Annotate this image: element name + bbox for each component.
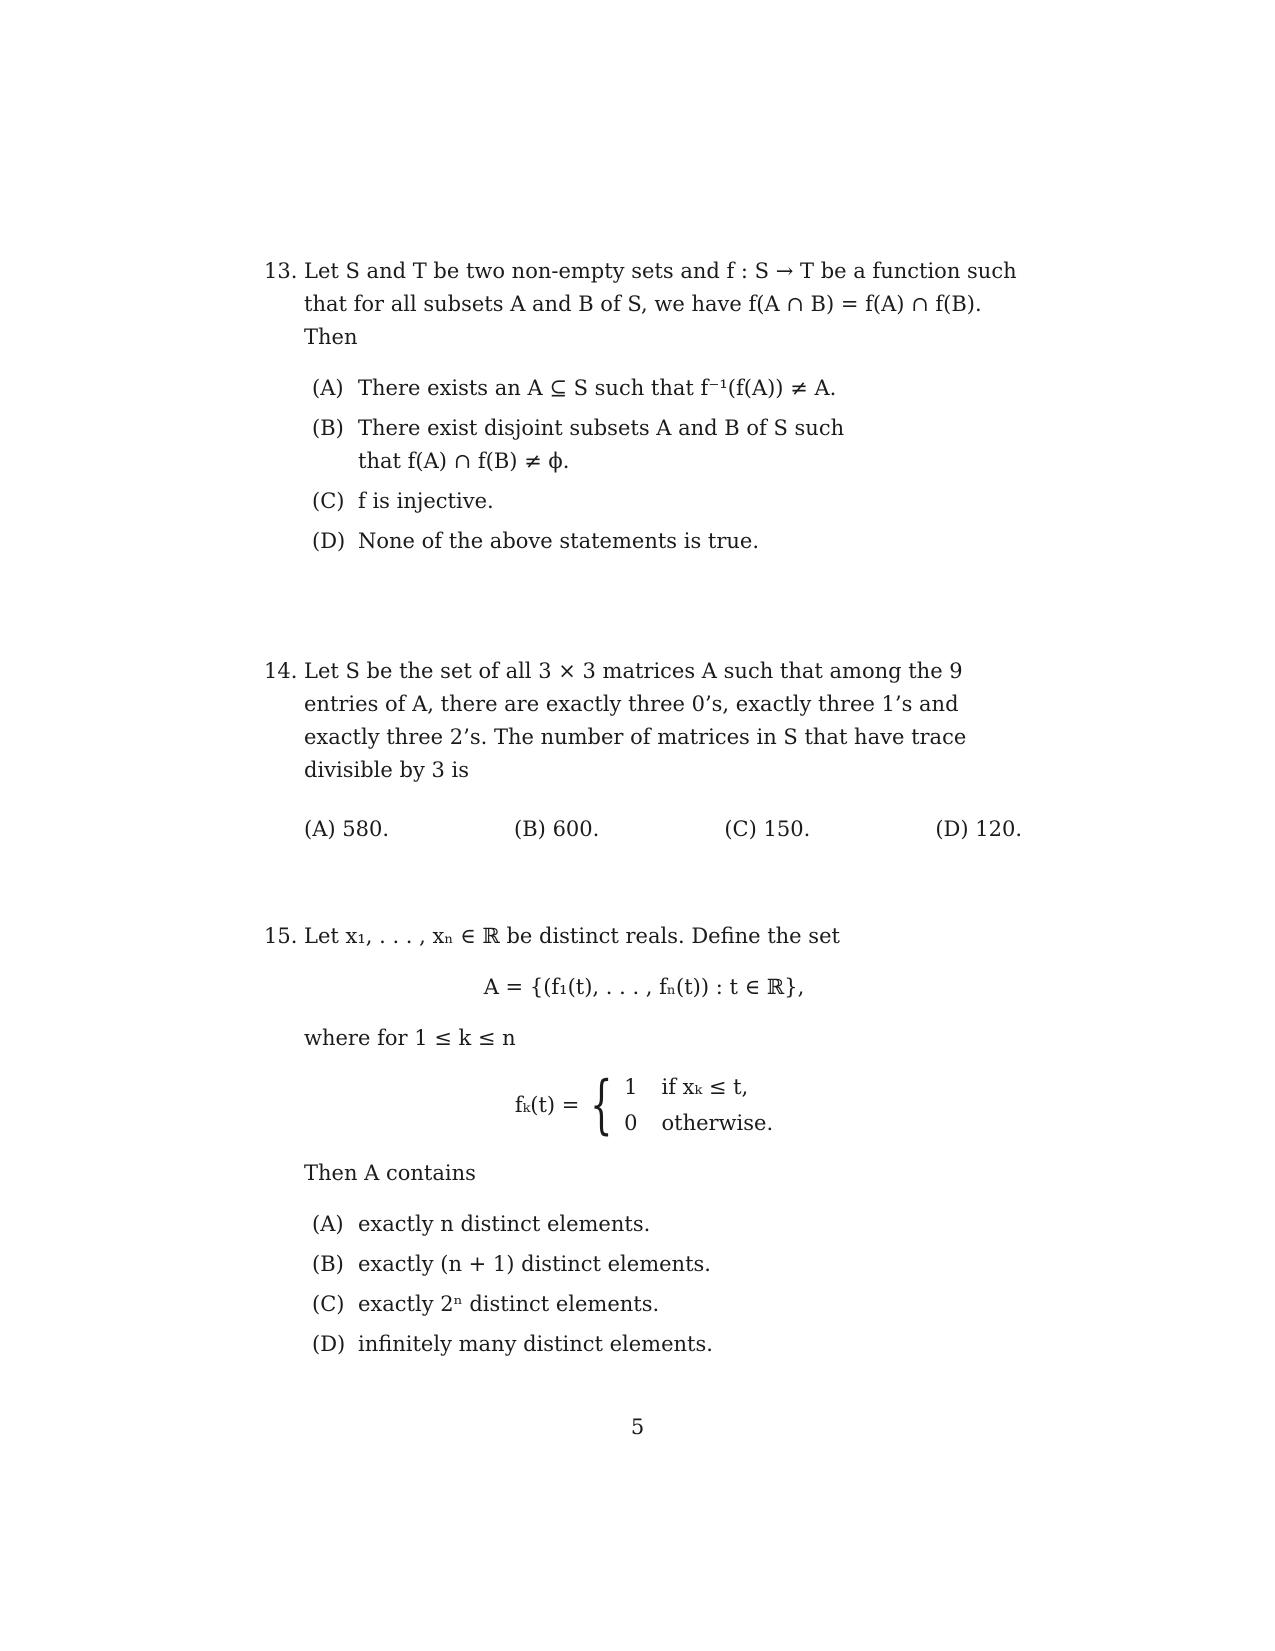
option-label: (D) (312, 529, 346, 553)
option-label: (D) (935, 817, 969, 841)
option-label: (A) (312, 376, 344, 400)
set-definition: A = {(f₁(t), . . . , fₙ(t)) : t ∈ ℝ}, (483, 975, 805, 999)
option-label: (B) (312, 416, 344, 440)
where-clause: where for 1 ≤ k ≤ n (304, 1026, 516, 1050)
case-row (624, 1069, 773, 1105)
left-brace-icon: { (590, 1068, 613, 1142)
option-label: (A) (304, 817, 336, 841)
option-a[interactable] (312, 1208, 1024, 1241)
option-label: (A) (312, 1212, 344, 1236)
question-number: 15. (264, 924, 298, 948)
option-c[interactable] (312, 485, 1024, 518)
case-value: 1 (624, 1075, 638, 1099)
option-label: (C) (312, 489, 345, 513)
option-d[interactable] (312, 1328, 1024, 1361)
question-13 (264, 255, 1024, 565)
then-clause: Then A contains (304, 1161, 476, 1185)
option-b[interactable] (514, 813, 599, 846)
question-15 (264, 920, 1024, 1368)
case-value: 0 (624, 1111, 638, 1135)
option-text: exactly (n + 1) distinct elements. (358, 1252, 711, 1276)
option-label: (D) (312, 1332, 346, 1356)
option-text: 150. (763, 817, 811, 841)
cases-block (624, 1069, 773, 1141)
page-number: 5 (630, 1415, 645, 1439)
option-a[interactable] (312, 372, 1024, 405)
option-c[interactable] (724, 813, 810, 846)
options-list (312, 372, 1024, 558)
options-row (304, 813, 1022, 846)
option-a[interactable] (304, 813, 389, 846)
question-stem: Let S and T be two non-empty sets and f : S → T be a function such that for all subsets A and B of S, we have f(A ∩ B) = f(A) ∩ f(B). Then (304, 259, 1017, 349)
question-stem: Let S be the set of all 3 × 3 matrices A such that among the 9 entries of A, there are exactly three 0’s, exactly three 1’s and exactly three 2’s. The number of matrices in S that have trace divisible by 3 is (304, 659, 967, 782)
option-text: exactly 2ⁿ distinct elements. (358, 1292, 660, 1316)
case-condition: otherwise. (661, 1111, 774, 1135)
option-text: There exists an A ⊆ S such that f⁻¹(f(A)) ≠ A. (358, 376, 837, 400)
option-text: exactly n distinct elements. (358, 1212, 651, 1236)
option-text: infinitely many distinct elements. (358, 1332, 713, 1356)
option-d[interactable] (935, 813, 1022, 846)
option-label: (B) (514, 817, 546, 841)
option-label: (C) (312, 1292, 345, 1316)
case-condition: if xₖ ≤ t, (661, 1075, 749, 1099)
option-text: There exist disjoint subsets A and B of S such that f(A) ∩ f(B) ≠ ϕ. (358, 416, 845, 473)
question-14 (264, 655, 1024, 846)
option-text: 580. (342, 817, 390, 841)
option-text: 120. (975, 817, 1022, 841)
option-text: 600. (552, 817, 600, 841)
options-list (312, 1208, 1024, 1361)
option-text: None of the above statements is true. (358, 529, 760, 553)
option-c[interactable] (312, 1288, 1024, 1321)
option-text: f is injective. (358, 489, 494, 513)
option-b[interactable] (312, 412, 858, 478)
function-lhs: fₖ(t) = (514, 1092, 580, 1117)
option-d[interactable] (312, 525, 1024, 558)
piecewise-function (264, 1069, 1024, 1141)
question-number: 14. (264, 659, 298, 683)
option-label: (B) (312, 1252, 344, 1276)
question-number: 13. (264, 259, 298, 283)
option-label: (C) (724, 817, 757, 841)
case-row (624, 1105, 773, 1141)
option-b[interactable] (312, 1248, 1024, 1281)
question-stem: Let x₁, . . . , xₙ ∈ ℝ be distinct reals. Define the set (304, 924, 840, 948)
